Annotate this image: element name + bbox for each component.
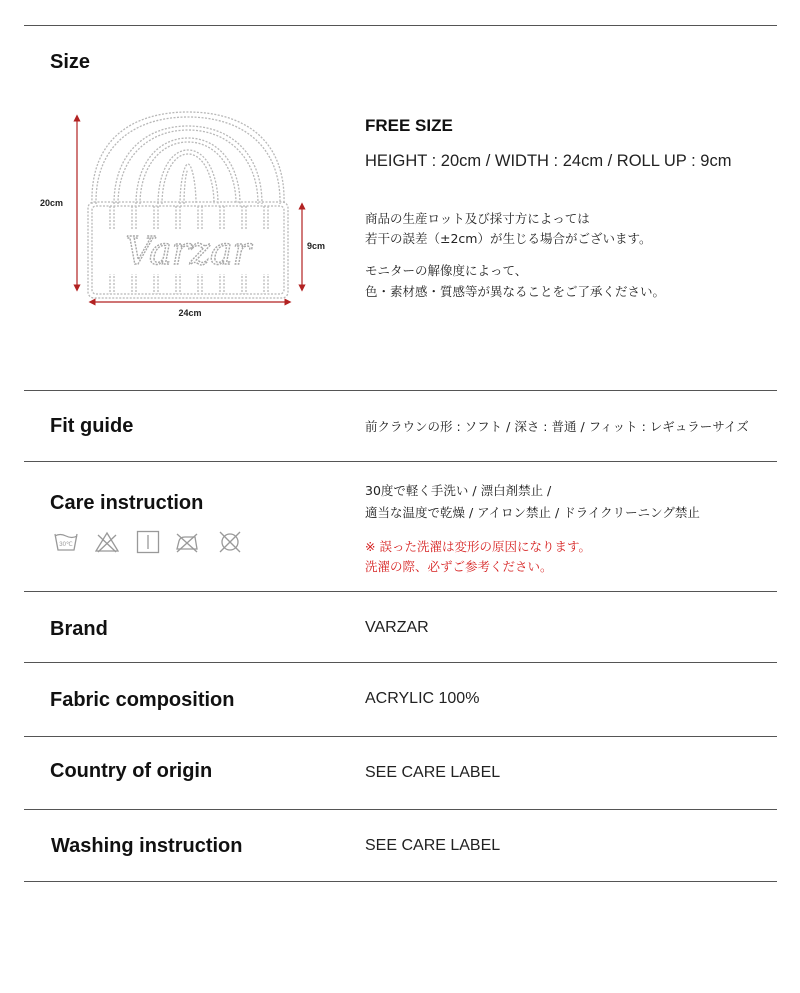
care-warning-1: ※ 誤った洗濯は変形の原因になります。 bbox=[365, 539, 591, 554]
divider-brand bbox=[24, 662, 777, 663]
no-iron-icon bbox=[175, 530, 199, 554]
fit-guide-heading: Fit guide bbox=[50, 415, 134, 437]
origin-heading: Country of origin bbox=[50, 760, 213, 782]
tumble-dry-icon bbox=[136, 530, 160, 554]
washing-heading: Washing instruction bbox=[51, 835, 243, 857]
width-label: 24cm bbox=[178, 308, 202, 318]
size-note-2-line-1: モニターの解像度によって、 bbox=[365, 263, 528, 278]
brand-heading: Brand bbox=[50, 618, 108, 640]
care-heading: Care instruction bbox=[50, 492, 204, 514]
divider-care bbox=[24, 591, 777, 592]
wash-temp-label: 30℃ bbox=[59, 542, 73, 548]
fabric-value: ACRYLIC 100% bbox=[365, 690, 480, 707]
hand-wash-30-icon bbox=[54, 530, 78, 554]
divider-bottom bbox=[24, 881, 777, 882]
size-note-2-line-2: 色・素材感・質感等が異なることをご了承ください。 bbox=[365, 284, 666, 299]
free-size-label: FREE SIZE bbox=[365, 116, 453, 135]
rollup-label: 9cm bbox=[307, 241, 326, 251]
fabric-heading: Fabric composition bbox=[50, 689, 235, 711]
beanie-crown bbox=[92, 112, 284, 204]
size-measurements: HEIGHT : 20cm / WIDTH : 24cm / ROLL UP : 9cm bbox=[365, 152, 732, 170]
beanie-logo: Varzar bbox=[125, 229, 251, 273]
size-note-1-line-1: 商品の生産ロット及び採寸方によっては bbox=[365, 211, 590, 226]
care-line-1: 30度で軽く手洗い / 漂白剤禁止 / bbox=[365, 483, 552, 498]
brand-value: VARZAR bbox=[365, 619, 429, 636]
origin-value: SEE CARE LABEL bbox=[365, 764, 501, 781]
care-line-2: 適当な温度で乾燥 / アイロン禁止 / ドライクリーニング禁止 bbox=[365, 505, 700, 520]
divider-size bbox=[24, 390, 777, 391]
no-bleach-icon bbox=[95, 530, 119, 554]
divider-fit bbox=[24, 461, 777, 462]
no-dry-clean-icon bbox=[218, 530, 242, 554]
height-label: 20cm bbox=[40, 198, 64, 208]
size-heading: Size bbox=[50, 51, 91, 73]
fit-guide-value: 前クラウンの形 : ソフト / 深さ : 普通 / フィット : レギュラーサイズ bbox=[365, 419, 749, 434]
beanie-size-diagram bbox=[34, 108, 344, 323]
divider-fabric bbox=[24, 736, 777, 737]
divider-top bbox=[24, 25, 777, 26]
washing-value: SEE CARE LABEL bbox=[365, 837, 501, 854]
care-warning-2: 洗濯の際、必ずご参考ください。 bbox=[365, 559, 553, 574]
size-note-1-line-2: 若干の誤差（±2cm）が生じる場合がございます。 bbox=[365, 231, 652, 246]
divider-origin bbox=[24, 809, 777, 810]
